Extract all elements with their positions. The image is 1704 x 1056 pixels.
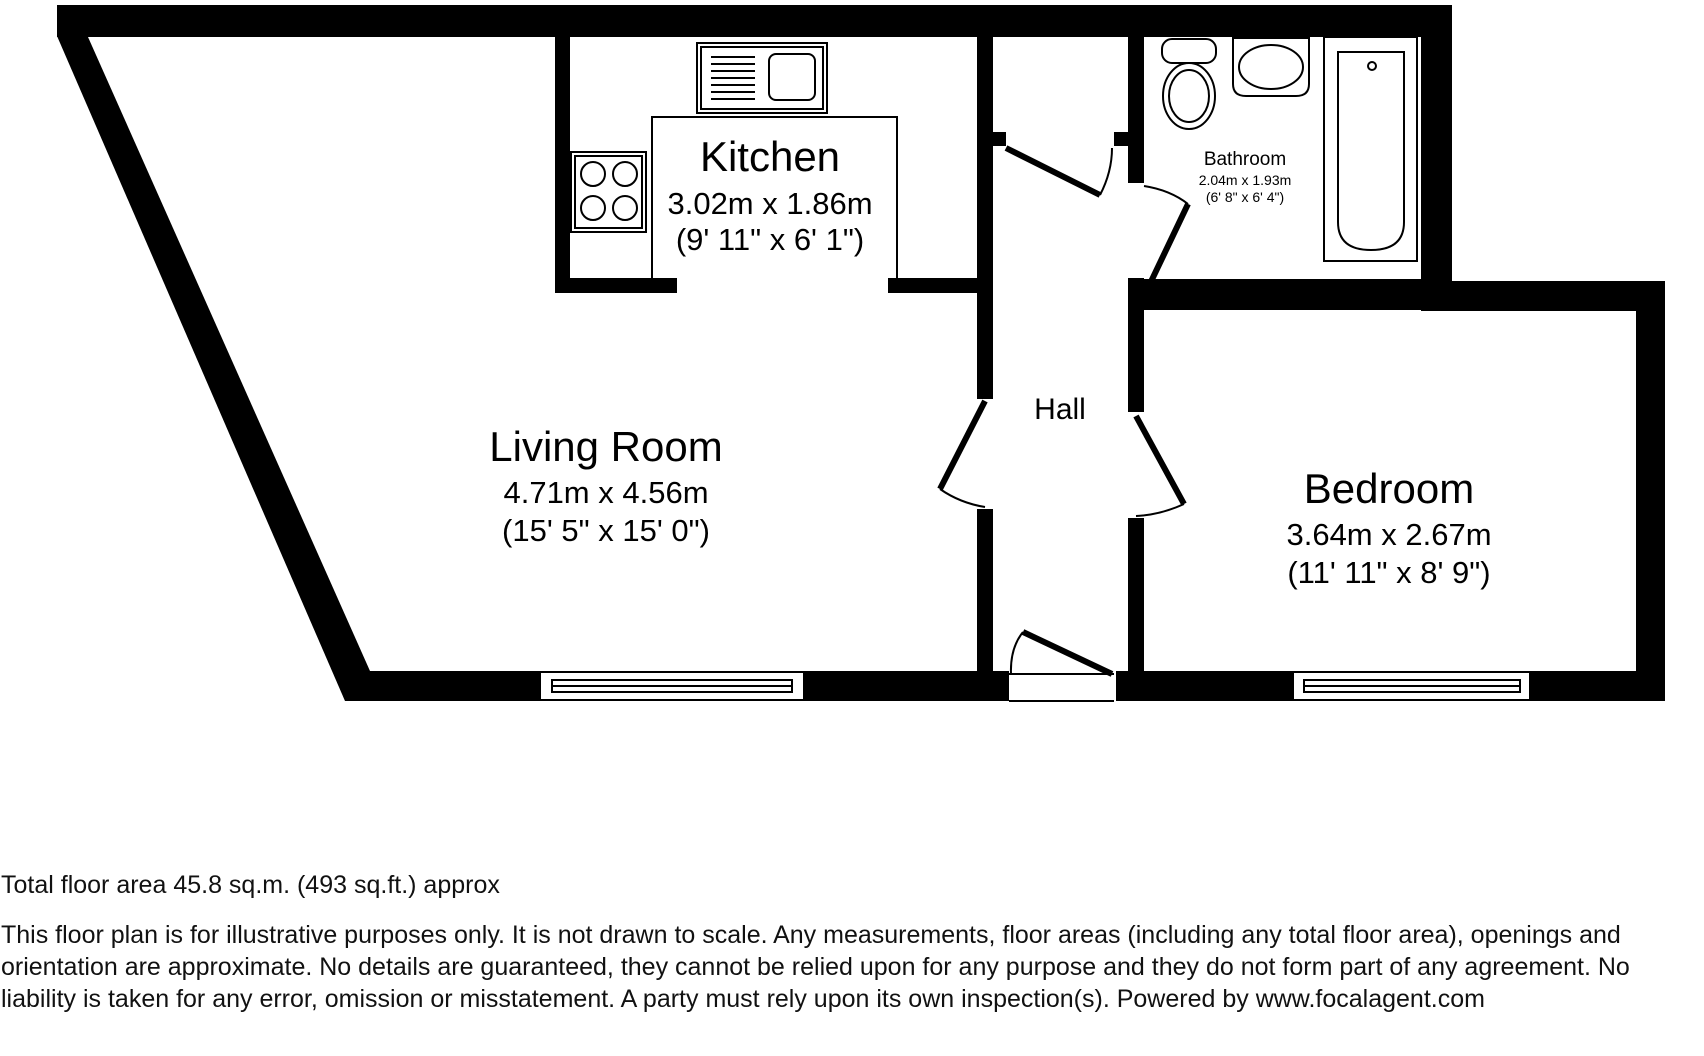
hall-west-wall-lower	[977, 509, 993, 674]
outer-walls	[57, 5, 1665, 701]
bedroom-metric: 3.64m x 2.67m	[1286, 517, 1492, 552]
living-door	[940, 401, 985, 507]
basin	[1233, 38, 1309, 96]
living-imperial: (15' 5" x 15' 0")	[502, 513, 710, 548]
bedroom-east-wall	[1636, 281, 1665, 701]
bath-plug	[1368, 62, 1376, 70]
living-south-wall-east	[804, 671, 1009, 701]
bedroom-window	[1293, 672, 1530, 700]
living-name: Living Room	[489, 423, 723, 470]
bathroom-door	[1144, 186, 1188, 290]
hall-cupboard-door	[1006, 148, 1112, 195]
hall-nib-east	[1114, 132, 1128, 146]
bedroom-north-wall	[1421, 281, 1665, 311]
north-wall	[57, 5, 1452, 37]
living-window	[540, 672, 804, 700]
bathtub	[1324, 37, 1417, 261]
bathroom-south-wall	[1128, 279, 1421, 310]
total-floor-area: Total floor area 45.8 sq.m. (493 sq.ft.) approx	[1, 871, 500, 899]
bedroom-west-wall-upper	[1128, 279, 1144, 412]
kitchen-west-wall	[555, 37, 570, 293]
kitchen-south-wall-east	[888, 278, 985, 293]
bathroom-metric: 2.04m x 1.93m	[1198, 172, 1292, 188]
drainer-grooves	[711, 57, 755, 99]
bedroom-door	[1136, 416, 1184, 516]
bedroom-south-wall-east	[1530, 671, 1665, 701]
living-metric: 4.71m x 4.56m	[503, 475, 709, 510]
hall-nib-west	[993, 132, 1006, 146]
front-door	[1009, 632, 1114, 701]
kitchen-sink	[697, 43, 827, 113]
bedroom-imperial: (11' 11" x 8' 9")	[1287, 555, 1491, 590]
bedroom-name: Bedroom	[1303, 465, 1475, 512]
kitchen-name: Kitchen	[699, 133, 841, 180]
hall-west-wall-upper	[977, 37, 993, 399]
living-west-wall	[57, 5, 370, 701]
kitchen-metric: 3.02m x 1.86m	[667, 186, 873, 221]
bathroom-name: Bathroom	[1203, 149, 1287, 170]
bathroom-imperial: (6' 8" x 6' 4")	[1205, 189, 1285, 205]
kitchen-imperial: (9' 11" x 6' 1")	[675, 222, 865, 257]
bathroom-west-wall	[1128, 37, 1144, 183]
bedroom-west-wall-lower	[1128, 518, 1144, 701]
bathroom-east-wall	[1421, 5, 1452, 295]
living-south-wall-west	[345, 671, 540, 701]
disclaimer-text: This floor plan is for illustrative purposes only. It is not drawn to scale. Any measurements, floor areas (including any total floor area), openings and orientation are approximate. No details are guaranteed, they cannot be relied upon for any purpose and they do not form part of any agreement. No liability is taken for any error, omission or misstatement. A party must rely upon its own inspection(s). Powered by www.focalagent.com	[1, 921, 1637, 1013]
kitchen-hob	[571, 152, 646, 232]
kitchen-south-wall-west	[555, 278, 677, 293]
toilet	[1162, 39, 1216, 129]
interior-walls	[555, 37, 1421, 701]
hall-name: Hall	[1034, 393, 1086, 426]
